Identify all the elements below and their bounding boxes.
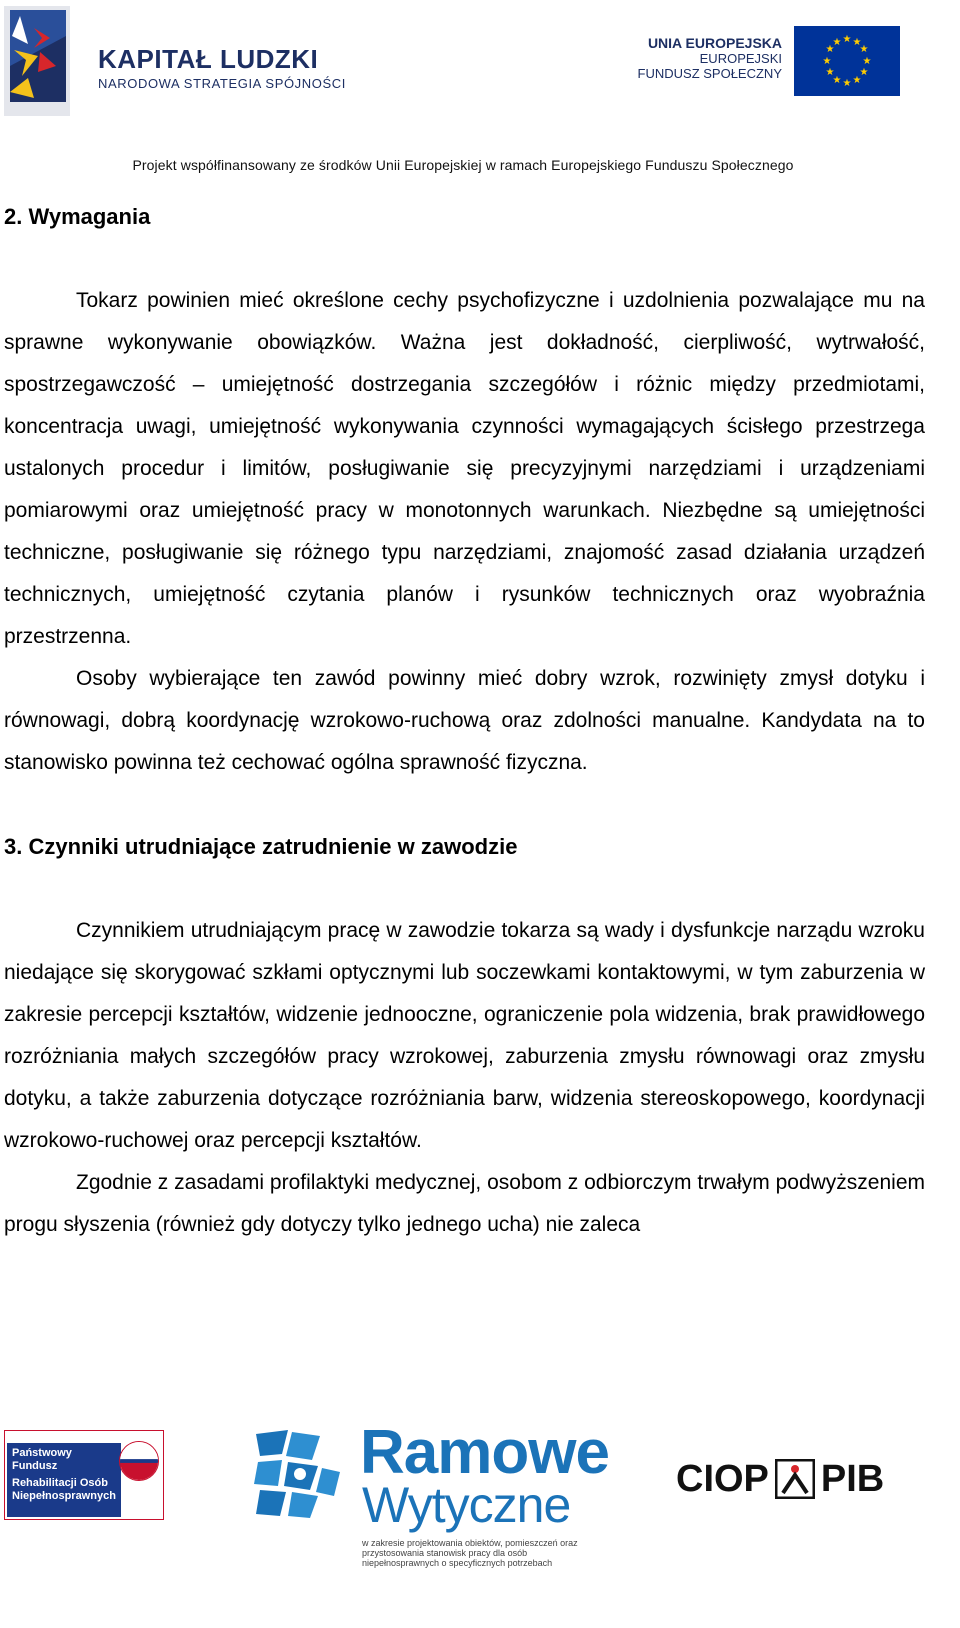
pfron-line-2: Rehabilitacji Osób	[12, 1477, 108, 1489]
document-body	[4, 196, 925, 1246]
eu-fund-label	[630, 36, 782, 81]
section-2-paragraph-2: Osoby wybierające ten zawód powinny mieć dobry wzrok, rozwinięty zmysł dotyku i równowagi, dobrą koordynację wzrokowo-ruchową oraz zdolności manualne. Kandydata na to stanowisko powinna też cechować ogólna sprawność fizyczna.	[4, 667, 925, 774]
section-3-paragraph-1: Czynnikiem utrudniającym pracę w zawodzie tokarza są wady i dysfunkcje narządu wzroku niedające się skorygować szkłami optycznymi lub soczewkami kontaktowymi, w tym zaburzenia w zakresie percepcji kształtów, widzenie jednooczne, ograniczenie pola widzenia, brak prawidłowego rozróżniania małych szczegółów pracy wzrokowej, zaburzenia zmysłu równowagi oraz zmysłu dotyku, a także zaburzenia dotyczące rozróżniania barw, widzenia stereoskopowego, koordynacji wzrokowo-ruchowej oraz percepcji kształtów.	[4, 919, 925, 1152]
pfron-logo-text	[7, 1443, 121, 1517]
spacer	[4, 238, 925, 280]
wytyczne-title: Wytyczne	[362, 1477, 571, 1533]
svg-text:★: ★	[842, 78, 852, 89]
svg-text:★: ★	[832, 37, 842, 48]
section-2-heading: 2. Wymagania	[4, 204, 151, 229]
section-3-paragraph-2: Zgodnie z zasadami profilaktyki medycznej, osobom z odbiorczym trwałym podwyższeniem progu słyszenia (również gdy dotyczy tylko jednego ucha) nie zaleca	[4, 1171, 925, 1236]
svg-text:★: ★	[862, 56, 872, 67]
cofinance-notice: Projekt współfinansowany ze środków Unii Europejskiej w ramach Europejskiego Funduszu Społecznego	[132, 157, 794, 173]
page-header	[0, 0, 960, 180]
svg-text:★: ★	[822, 56, 832, 67]
pfron-logo	[4, 1430, 164, 1520]
eu-line-3: FUNDUSZ SPOŁECZNY	[637, 66, 782, 81]
kapital-ludzki-title: KAPITAŁ LUDZKI	[98, 44, 319, 74]
svg-text:★: ★	[842, 34, 852, 45]
ramowe-wytyczne-logo-icon	[248, 1426, 344, 1522]
eu-line-2: EUROPEJSKI	[699, 51, 782, 66]
spacer	[4, 784, 925, 826]
svg-text:★: ★	[852, 37, 862, 48]
pfron-line-1: Państwowy Fundusz	[12, 1447, 72, 1472]
eu-line-1: UNIA EUROPEJSKA	[647, 35, 782, 51]
svg-text:★: ★	[852, 75, 862, 86]
spacer	[4, 868, 925, 910]
ciop-pib-logo	[676, 1454, 926, 1500]
svg-text:★: ★	[859, 67, 869, 78]
ramowe-wytyczne-caption: w zakresie projektowania obiektów, pomieszczeń oraz przystosowania stanowisk pracy dla osób niepełnosprawnych o specyficznych potrzebach	[362, 1538, 578, 1568]
svg-text:★: ★	[832, 75, 842, 86]
eu-flag-icon	[794, 26, 900, 96]
page-footer	[0, 1420, 960, 1628]
section-3-heading: 3. Czynniki utrudniające zatrudnienie w zawodzie	[4, 834, 518, 859]
svg-text:★: ★	[859, 44, 869, 55]
pfron-line-3: Niepełnosprawnych	[12, 1490, 116, 1502]
pib-text: PIB	[820, 1457, 885, 1500]
ciop-text: CIOP	[676, 1457, 769, 1500]
section-2-paragraph-1: Tokarz powinien mieć określone cechy psychofizyczne i uzdolnienia pozwalające mu na sprawne wykonywanie obowiązków. Ważna jest dokładność, cierpliwość, wytrwałość, spostrzegawczość – umiejętność dostrzegania szczegółów i różnic między przedmiotami, koncentracja uwagi, umiejętność wykonywania czynności wymagających ścisłego przestrzega ustalonych procedur i limitów, posługiwanie się precyzyjnymi narzędziami i urządzeniami pomiarowymi oraz umiejętność pracy w monotonnych warunkach. Niezbędne są umiejętności techniczne, posługiwanie się różnego typu narzędziami, znajomość zasad działania urządzeń technicznych, umiejętność czytania planów i rysunków technicznych oraz wyobraźnia przestrzenna.	[4, 289, 925, 648]
ciop-person-icon	[775, 1459, 815, 1499]
svg-text:★: ★	[825, 44, 835, 55]
svg-text:★: ★	[825, 67, 835, 78]
kapital-ludzki-logo-icon	[4, 6, 74, 116]
ramowe-title: Ramowe	[360, 1418, 609, 1487]
kapital-ludzki-subtitle: NARODOWA STRATEGIA SPÓJNOŚCI	[98, 76, 346, 91]
pfron-emblem-icon	[119, 1441, 159, 1481]
